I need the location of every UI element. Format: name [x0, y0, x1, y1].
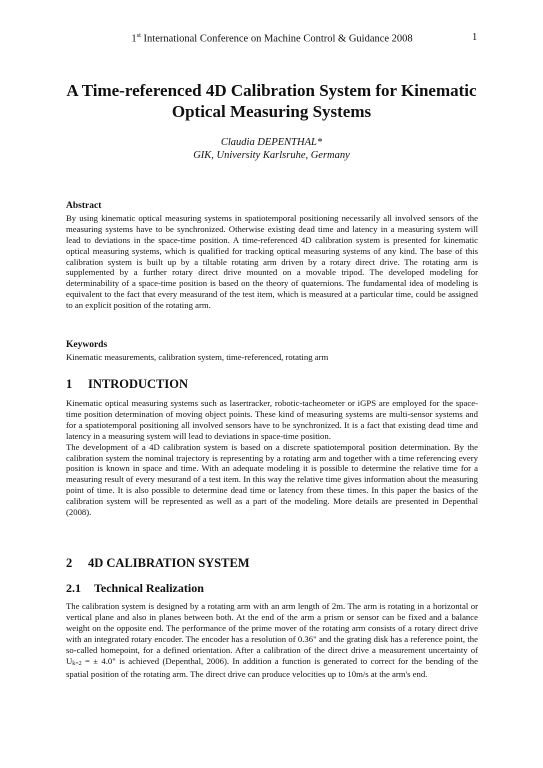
running-header	[66, 32, 478, 45]
section-1-number: 1	[66, 377, 73, 391]
title-line-1: A Time-referenced 4D Calibration System for Kinematic	[66, 81, 477, 100]
section-2-1-title: Technical Realization	[94, 581, 204, 595]
section-1-paragraph-2: The development of a 4D calibration system is based on a discrete spatiotemporal position determination. By the calibration system the nominal trajectory is representing by a rotating arm and together with a time referencing every position is known in space and time. With an adequate modeling it is possible to determine the relative time for a measuring result of every mesurand of a test item. In this way the relative time gives information about the measuring point of time. It is also possible to determine dead time or latency from these times. In this paper the basics of the calibration system will be represented as well as a part of the modeling. More details are presented in Depenthal (2008).	[66, 441, 478, 518]
conference-ordinal-suffix: st	[136, 32, 141, 39]
section-2-1-number: 2.1	[66, 581, 81, 595]
author-block	[40, 136, 503, 162]
uncertainty-subscript: k=2	[72, 660, 82, 667]
section-2-title: 4D CALIBRATION SYSTEM	[88, 556, 250, 570]
section-1-paragraph-1: Kinematic optical measuring systems such as lasertracker, robotic-tacheometer or iGPS are employed for the space-time position determination of moving object points. These kind of measuring systems are multi-sensor systems and for a spatiotemporal positioning all involved sensors have to be synchronized. It is a fact that existing dead time and latency in a measuring system will lead to deviations in space-time position.	[66, 398, 478, 441]
abstract-heading: Abstract	[66, 201, 102, 211]
section-2-1-text-b: = ± 4.0" is achieved (Depenthal, 2006). In addition a function is generated to correct for the bending of the spatial position of the rotating arm. The direct drive can produce velocities up to 10m/s at the arm's end.	[66, 655, 478, 680]
conference-ordinal: 1	[131, 33, 137, 45]
keywords-text: Kinematic measurements, calibration system, time-referenced, rotating arm	[66, 351, 329, 362]
abstract-text: By using kinematic optical measuring systems in spatiotemporal positioning necessarily all involved sensors of the measuring systems have to be synchronized. Otherwise existing dead time and latency in a measuring system will lead to deviations in the space-time position. A time-referenced 4D calibration system is presented for kinematic optical measuring systems, which is qualified for tracking optical measuring systems of any kind. The base of this calibration system is built up by a tiltable rotating arm driven by a rotary direct drive. The rotating arm is supplemented by a further rotary direct drive mounted on a movable tripod. The developed modeling for determinability of a space-time position is based on the theory of quaternions. The fundamental idea of modeling is equivalent to the fact that every measurand of the test item, which is measured at a particular time, could be assigned to an explicit position of the rotating arm.	[66, 212, 478, 311]
keywords-heading: Keywords	[66, 340, 108, 350]
author-name: Claudia DEPENTHAL*	[220, 137, 323, 148]
conference-name: International Conference on Machine Control & Guidance 2008	[140, 33, 413, 45]
page-number: 1	[472, 32, 478, 43]
section-1-title: INTRODUCTION	[88, 377, 189, 391]
section-2-number: 2	[66, 556, 73, 570]
paper-title	[40, 80, 503, 122]
section-2-heading	[66, 558, 478, 569]
section-1-heading	[66, 379, 478, 390]
author-affiliation: GIK, University Karlsruhe, Germany	[193, 150, 350, 161]
keywords-section	[66, 340, 478, 363]
section-2-1-heading	[66, 583, 478, 594]
abstract-section	[66, 201, 478, 311]
section-2-1-body	[66, 601, 478, 680]
section-1-body	[66, 398, 478, 518]
section-2-1-text-a: The calibration system is designed by a rotating arm with an arm length of 2m. The arm is rotating in a horizontal or vertical plane and also in planes between both. At the end of the arm a prism or sensor can be fixed and a balance weight on the opposite end. The performance of the prime mover of the rotating arm consists of a rotary direct drive with an integrated rotary encoder. The encoder has a resolution of 0.36" and the grating disk has a reference point, the so-called homepoint, for a defined orientation. After a calibration of the direct drive a measurement uncertainty of U	[66, 601, 478, 666]
title-line-2: Optical Measuring Systems	[171, 102, 372, 121]
section-2-1-paragraph	[66, 601, 478, 680]
